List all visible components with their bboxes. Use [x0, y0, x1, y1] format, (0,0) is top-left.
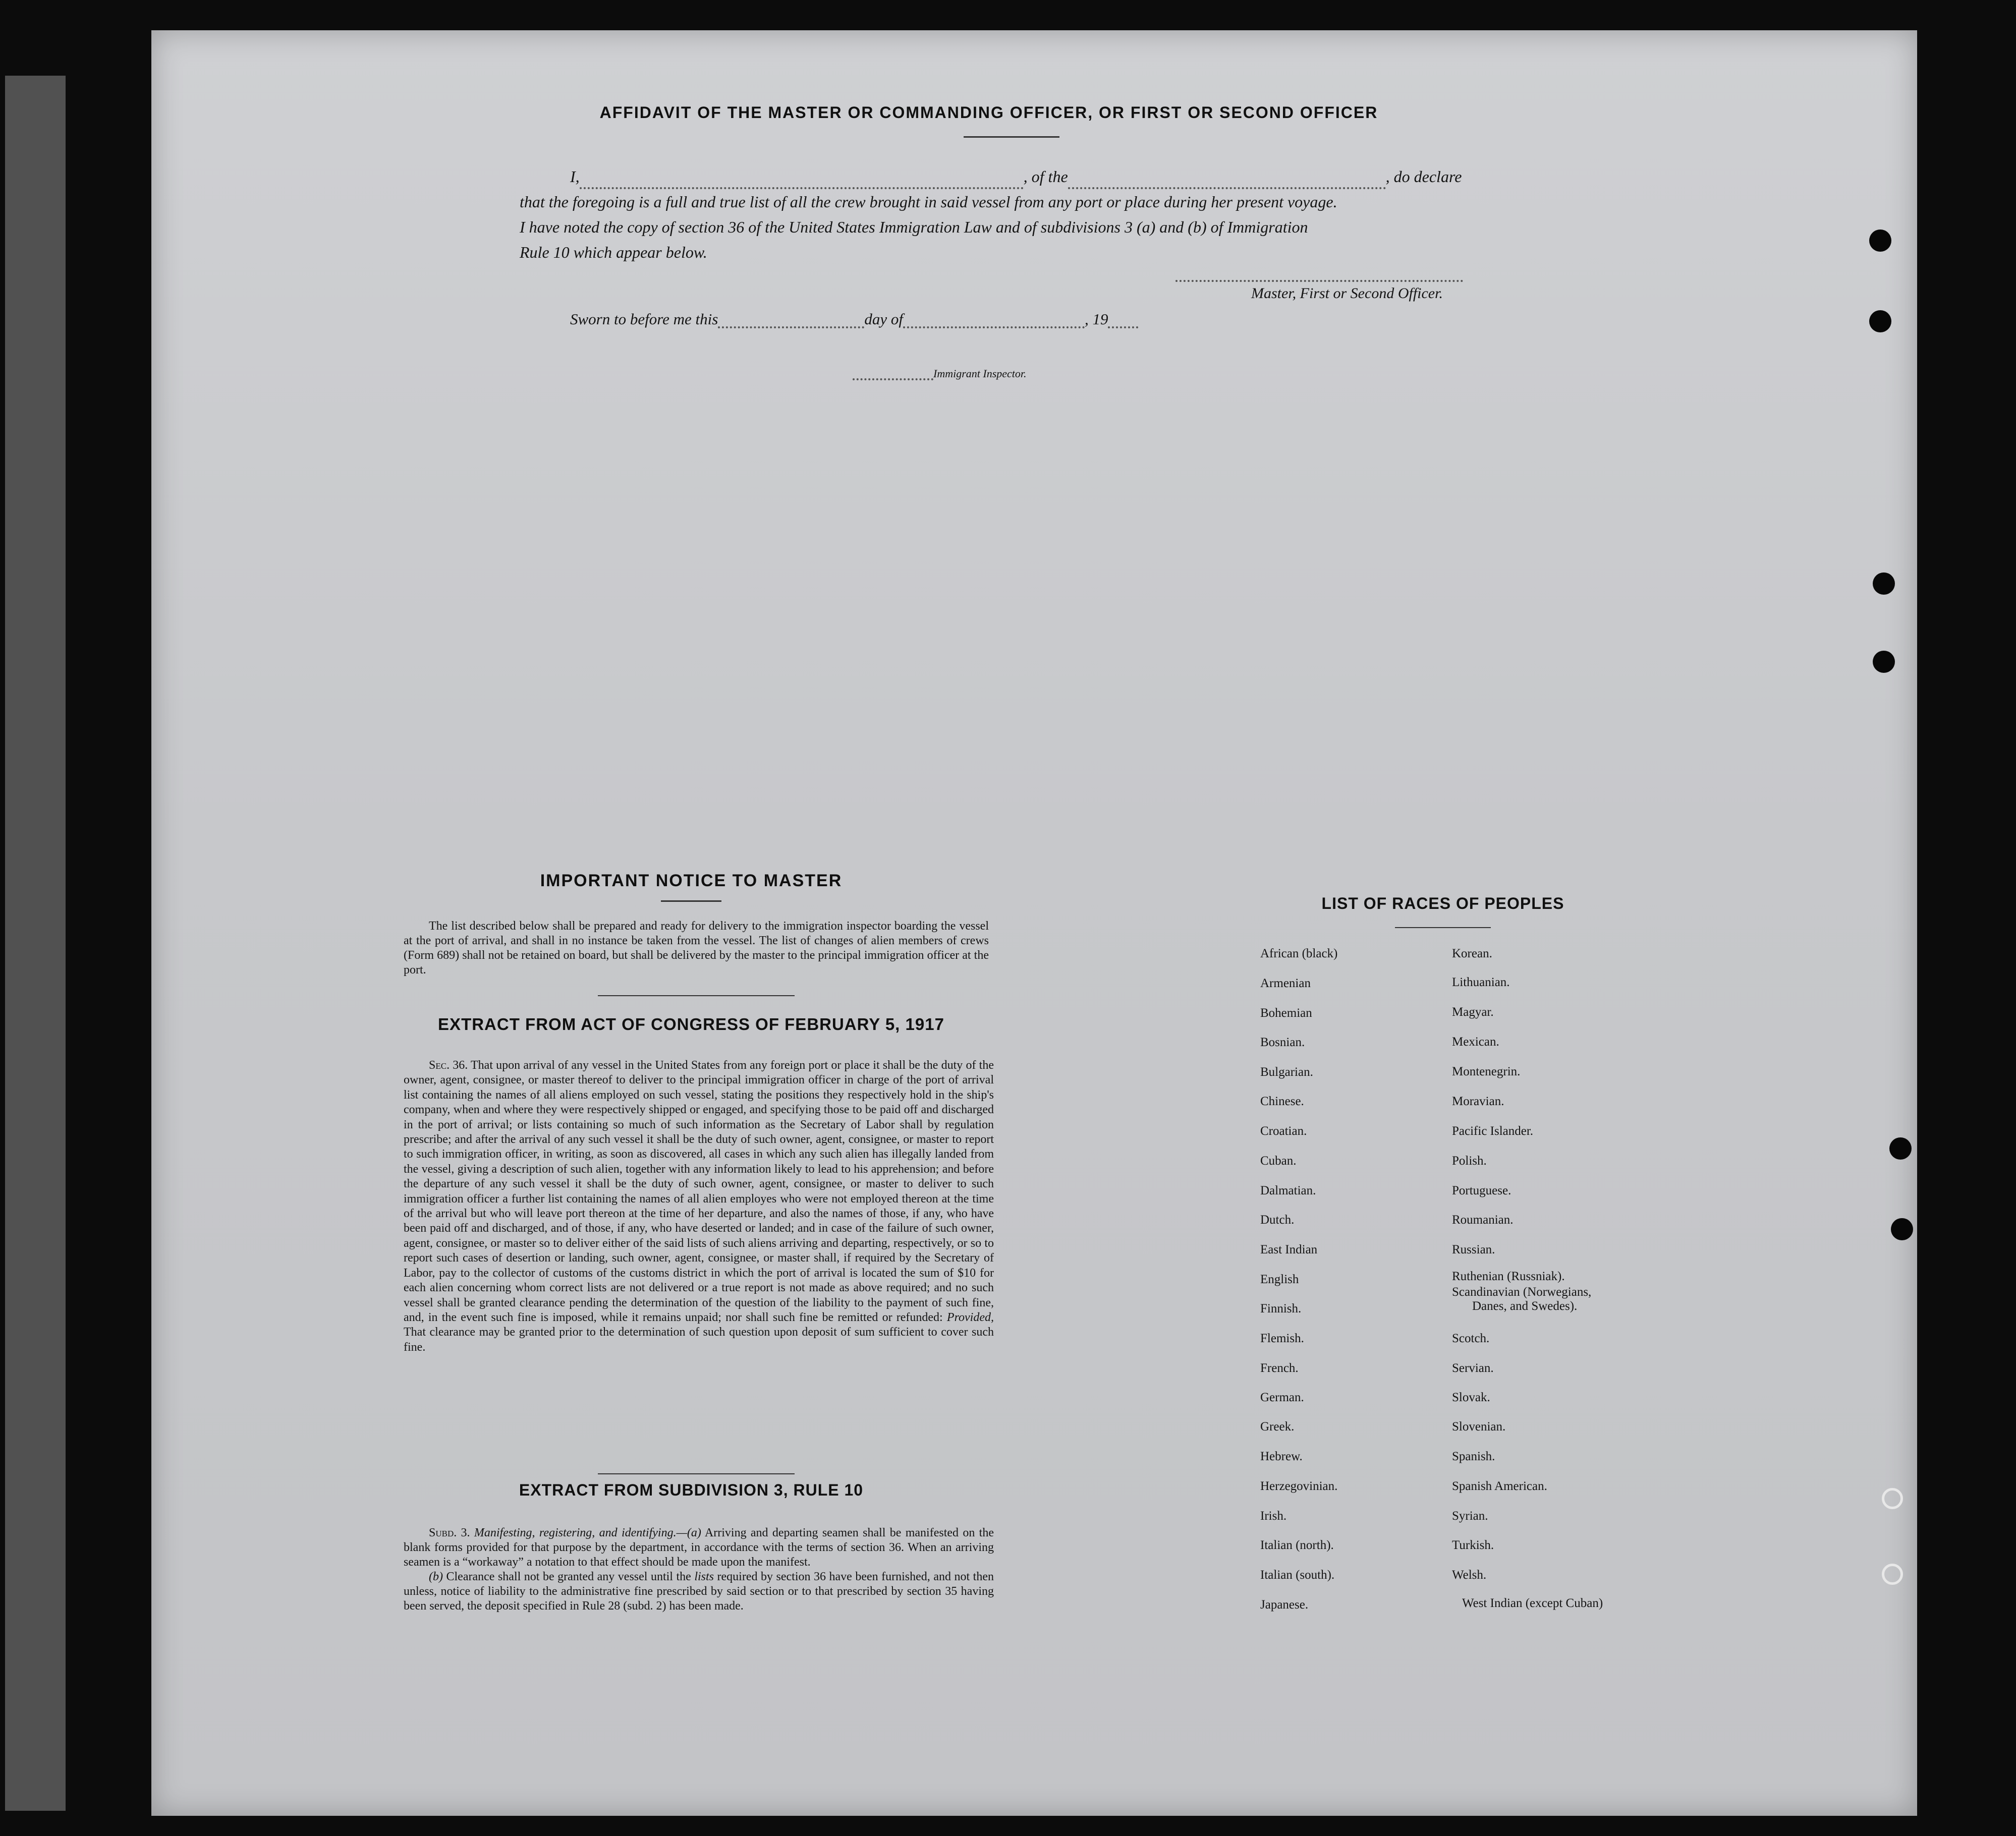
rule-extract-title: EXTRACT FROM SUBDIVISION 3, RULE 10 — [519, 1481, 864, 1499]
race-item: Chinese. — [1260, 1095, 1304, 1108]
inspector-label: Immigrant Inspector. — [933, 367, 1027, 380]
notice-title-rule — [661, 900, 721, 902]
affidavit-title: AFFIDAVIT OF THE MASTER OR COMMANDING OFFICER, OR FIRST OR SECOND OFFICER — [599, 103, 1378, 122]
race-item: Japanese. — [1260, 1598, 1309, 1612]
race-item: Slovak. — [1452, 1391, 1490, 1404]
inspector-blank[interactable] — [853, 374, 933, 380]
race-item: Korean. — [1452, 947, 1492, 960]
race-item: Armenian — [1260, 977, 1311, 990]
punch-hole — [1891, 1218, 1913, 1240]
race-item: Italian (south). — [1260, 1568, 1335, 1582]
section-rule — [598, 1473, 795, 1474]
rule-extract-body — [404, 1526, 994, 1614]
paragraph-b-text-2: required by section 36 have been furnished, and not then unless, notice of liability to the administrative fine prescribed by said section or to that prescribed by section 35 having been served, the deposit specified in Rule 28 (subd. 2) has been made. — [404, 1570, 994, 1613]
affidavit-i: I, — [570, 167, 580, 186]
race-item: Ruthenian (Russniak). — [1452, 1270, 1565, 1283]
paragraph-b-label: (b) — [429, 1570, 443, 1583]
race-item: Russian. — [1452, 1243, 1495, 1256]
race-item: Turkish. — [1452, 1538, 1494, 1552]
proviso-word: Provided, — [946, 1310, 994, 1324]
race-item: Dutch. — [1260, 1213, 1295, 1227]
race-item: Servian. — [1452, 1361, 1494, 1375]
race-item: English — [1260, 1273, 1299, 1286]
act-extract-title: EXTRACT FROM ACT OF CONGRESS OF FEBRUARY 5, 1917 — [438, 1015, 944, 1034]
sworn-prefix: Sworn to before me this — [570, 310, 718, 328]
punch-hole — [1873, 651, 1895, 673]
race-item: East Indian — [1260, 1243, 1318, 1256]
race-item: Greek. — [1260, 1420, 1295, 1433]
race-item: Magyar. — [1452, 1005, 1494, 1019]
proviso-text: That clearance may be granted prior to the determination of such question upon deposit of sum sufficient to cover such fine. — [404, 1326, 994, 1354]
race-item: African (black) — [1260, 947, 1338, 960]
section-text: That upon arrival of any vessel in the United States from any foreign port or place it shall be the duty of the owner, agent, consignee, or master thereof to deliver to the principal immigration officer in charge of the port of arrival list containing the names of all aliens employed on such vessel, stating the positions they respectively hold in the ship's company, when and where they were respectively shipped or engaged, and specifying those to be paid off and discharged in the port of arrival; or lists containing so much of such information as the Secretary of Labor shall by regulation prescribe; and after the arrival of any such vessel it shall be the duty of such owner, agent, consignee, or master to report to such immigration officer, in writing, as soon as discovered, all cases in which any such alien has illegally landed from the vessel, giving a description of such alien, together with any information likely to lead to his apprehension; and before the departure of any such vessel it shall be the duty of such owner, agent, consignee, or master to deliver to such immigration officer a further list containing the names of all alien employes who were not employed thereon at the time of the arrival but who will leave port thereon at the time of her departure, and also the names of those, if any, who have been paid off and discharged, and of those, if any, who have deserted or landed; and in case of the failure of such owner, agent, consignee, or master so to deliver either of the said lists of such aliens arriving and departing, respectively, or so to report such cases of desertion or landing, such owner, agent, consignee, or master shall, if required by the Secretary of Labor, pay to the collector of customs of the customs district in which the port of arrival is located the sum of $10 for each alien concerning whom correct lists are not delivered or a true report is not made as above required; and no such vessel shall be granted clearance pending the determination of the question of the liability to the payment of such fine, and, in the event such fine is imposed, while it remains unpaid; nor shall such fine be remitted or refunded: — [404, 1059, 994, 1324]
subd-heading: Manifesting, registering, and identifying.—(a) — [474, 1526, 701, 1539]
race-item: Danes, and Swedes). — [1472, 1299, 1578, 1313]
signature-blank[interactable] — [1175, 280, 1463, 282]
race-item: West Indian (except Cuban) — [1462, 1596, 1603, 1610]
notice-body: The list described below shall be prepared and ready for delivery to the immigration inspector boarding the vessel at the port of arrival, and shall in no instance be taken from the vessel. The list of changes of alien members of crews (Form 689) shall not be retained on board, but shall be delivered by the master to the principal immigration officer at the port. — [404, 920, 989, 977]
punch-hole — [1869, 310, 1891, 332]
race-item: Italian (north). — [1260, 1538, 1334, 1552]
race-item: Bulgarian. — [1260, 1065, 1313, 1079]
title-rule — [964, 136, 1059, 138]
month-blank[interactable] — [903, 321, 1085, 328]
race-item: Slovenian. — [1452, 1420, 1506, 1433]
punch-hole — [1869, 230, 1891, 252]
section-label: Sec. 36. — [429, 1059, 468, 1072]
race-item: Herzegovinian. — [1260, 1479, 1338, 1493]
year-blank[interactable] — [1108, 321, 1138, 328]
subd-label: Subd. 3. — [429, 1526, 470, 1539]
race-item: Spanish American. — [1452, 1479, 1547, 1493]
lists-word: lists — [694, 1570, 714, 1583]
race-item: Polish. — [1452, 1154, 1487, 1168]
section-rule — [598, 995, 795, 996]
affidavit-line-4: Rule 10 which appear below. — [520, 243, 707, 261]
races-title: LIST OF RACES OF PEOPLES — [1321, 894, 1564, 912]
declare-text: , do declare — [1385, 167, 1462, 186]
affidavit-line-3: I have noted the copy of section 36 of the United States Immigration Law and of subdivisions 3 (a) and (b) of Immigration — [520, 218, 1308, 236]
race-item: Roumanian. — [1452, 1213, 1514, 1227]
race-item: Finnish. — [1260, 1302, 1302, 1315]
notice-title: IMPORTANT NOTICE TO MASTER — [540, 871, 843, 890]
race-item: Spanish. — [1452, 1450, 1495, 1463]
races-title-rule — [1395, 927, 1491, 928]
race-item: Welsh. — [1452, 1568, 1487, 1582]
punch-hole — [1873, 572, 1895, 595]
race-item: Mexican. — [1452, 1035, 1499, 1049]
race-item: Bosnian. — [1260, 1036, 1305, 1049]
of-the-text: , of the — [1023, 167, 1068, 186]
sworn-line — [570, 310, 1138, 328]
day-blank[interactable] — [718, 321, 864, 328]
race-item: Pacific Islander. — [1452, 1124, 1534, 1138]
name-blank[interactable] — [580, 182, 1024, 189]
race-item: Lithuanian. — [1452, 976, 1510, 989]
year-prefix: , 19 — [1084, 310, 1108, 328]
race-item: Hebrew. — [1260, 1450, 1303, 1463]
race-item: Croatian. — [1260, 1124, 1307, 1138]
punch-hole — [1882, 1564, 1903, 1585]
race-item: German. — [1260, 1391, 1304, 1404]
adjacent-page-edge — [5, 76, 66, 1811]
race-item: Syrian. — [1452, 1509, 1488, 1523]
vessel-blank[interactable] — [1068, 182, 1386, 189]
declaration-line — [520, 164, 1498, 189]
race-item: Irish. — [1260, 1509, 1287, 1523]
race-item: Portuguese. — [1452, 1184, 1511, 1197]
race-item: Montenegrin. — [1452, 1065, 1521, 1078]
paragraph-a — [404, 1526, 994, 1570]
inspector-line — [853, 367, 1027, 380]
signature-label: Master, First or Second Officer. — [1251, 285, 1443, 302]
race-item: Scotch. — [1452, 1332, 1490, 1345]
race-item: Flemish. — [1260, 1332, 1304, 1345]
paragraph-b — [404, 1570, 994, 1614]
paragraph-a-text: Arriving and departing seamen shall be manifested on the blank forms provided for that purpose by the department, in accordance with the terms of section 36. When an arriving seamen is a “workaway” a notation to that effect should be made upon the manifest. — [404, 1526, 994, 1569]
act-extract-body — [404, 1058, 994, 1355]
affidavit-line-2: that the foregoing is a full and true list of all the crew brought in said vessel from any port or place during her present voyage. — [520, 193, 1337, 211]
race-item: Cuban. — [1260, 1154, 1297, 1168]
race-item: Dalmatian. — [1260, 1184, 1316, 1197]
race-item: Scandinavian (Norwegians, — [1452, 1285, 1592, 1299]
paragraph-b-text-1: Clearance shall not be granted any vessel until the — [446, 1570, 691, 1583]
punch-hole — [1889, 1137, 1912, 1160]
race-item: French. — [1260, 1361, 1299, 1375]
race-item: Bohemian — [1260, 1006, 1312, 1020]
day-of-text: day of — [864, 310, 903, 328]
punch-hole — [1882, 1488, 1903, 1509]
race-item: Moravian. — [1452, 1095, 1504, 1108]
affidavit-body — [520, 164, 1498, 265]
